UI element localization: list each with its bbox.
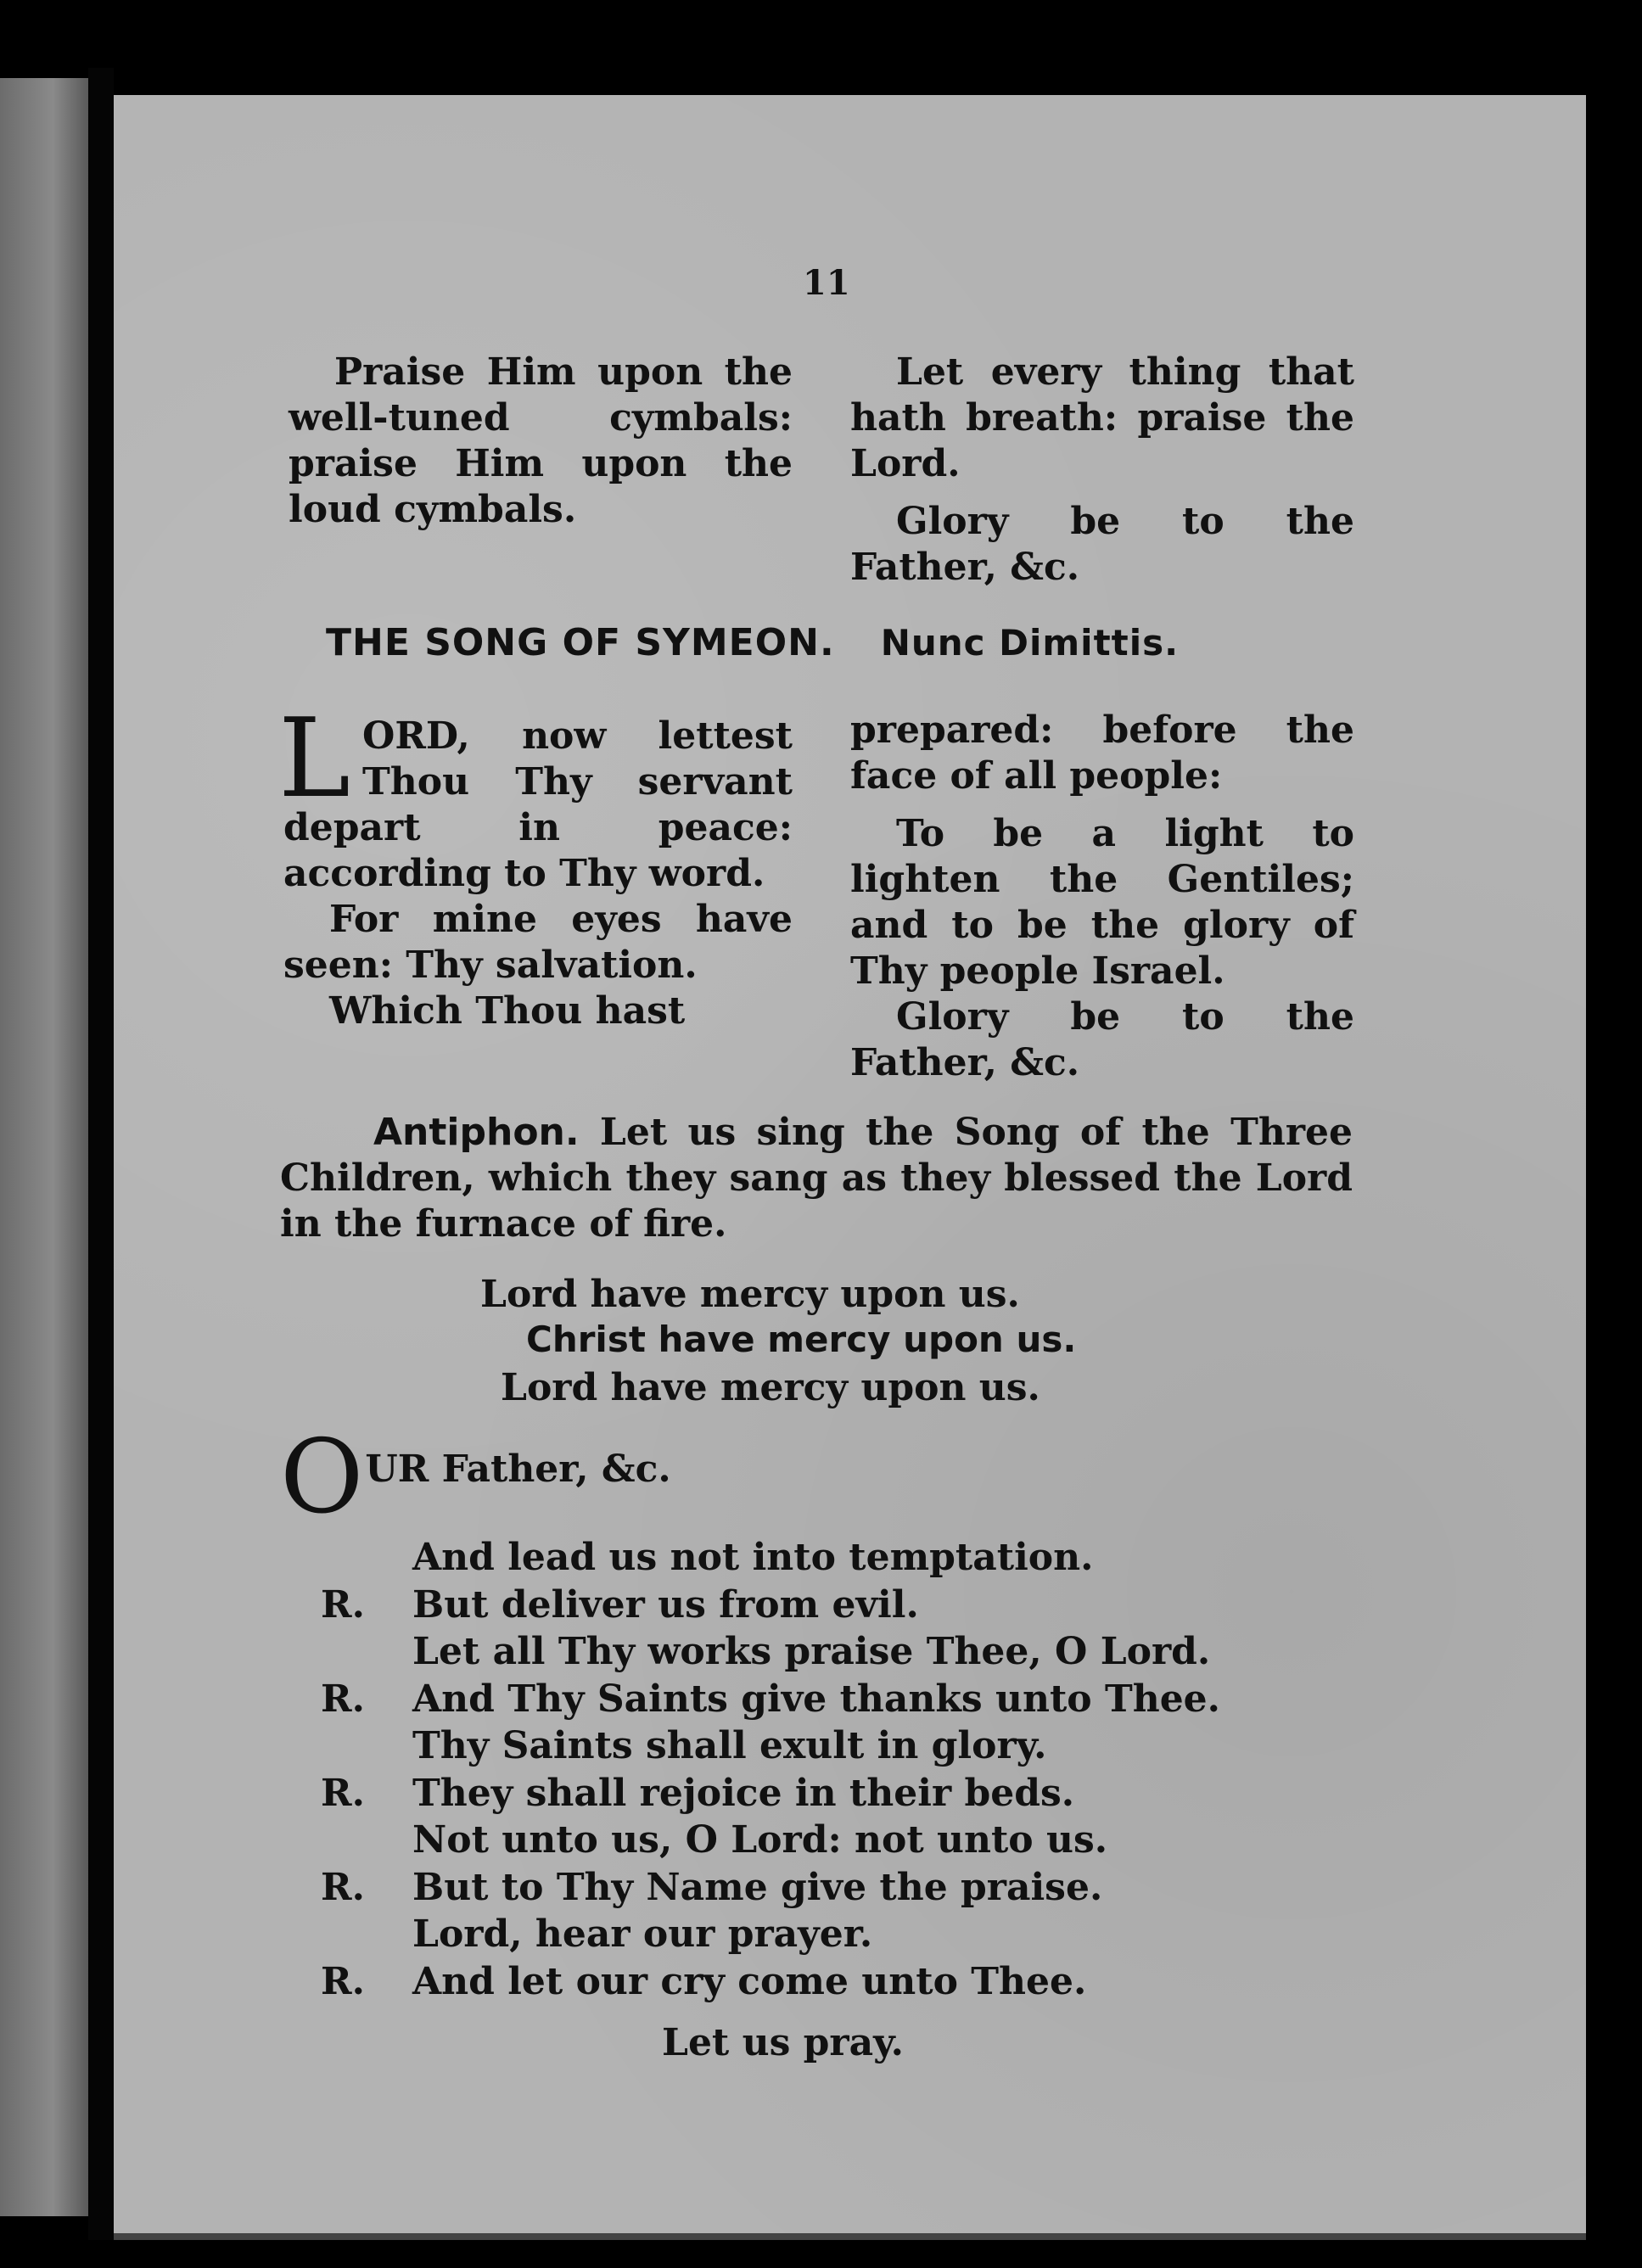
response-row [321, 1864, 1220, 1912]
drop-cap: O [280, 1419, 364, 1537]
facing-page-edge [0, 78, 88, 2216]
kyrie-line: Lord have mercy upon us. [501, 1366, 1040, 1409]
response-marker: R. [321, 1865, 365, 1909]
symeon-left-column [278, 696, 793, 1034]
versicle-row [321, 1722, 1220, 1770]
kyrie-line: Lord have mercy upon us. [480, 1273, 1020, 1316]
versicle-row [321, 1817, 1220, 1864]
antiphon [280, 1110, 1353, 1247]
psalm-left-column [289, 350, 793, 533]
christe-line: Christ have mercy upon us. [526, 1319, 1077, 1360]
response-row [321, 1676, 1220, 1723]
response-marker: R. [321, 1677, 365, 1721]
section-heading [326, 621, 1179, 664]
drop-cap: L [278, 696, 350, 822]
symeon-verse-continued: prepared: before the face of all people: [850, 708, 1354, 798]
versicle-text: And lead us not into temptation. [412, 1536, 1094, 1579]
versicles [321, 1534, 1220, 2005]
response-text: And let our cry come unto Thee. [412, 1959, 1087, 2003]
symeon-verse-1-text: ORD, now lettest Thou Thy servant depart in peace: according to Thy word. [283, 714, 793, 895]
psalm-right-column [850, 350, 1354, 591]
response-row [321, 1582, 1220, 1629]
our-father [280, 1419, 671, 1537]
book-gutter [88, 68, 114, 2240]
symeon-verse-3: Which Thou hast [329, 989, 686, 1033]
gloria-patri: Glory be to the Father, &c. [850, 995, 1354, 1084]
response-text: But to Thy Name give the praise. [412, 1865, 1103, 1909]
versicle-text: Lord, hear our prayer. [412, 1912, 873, 1956]
versicle-text: Thy Saints shall exult in glory. [412, 1724, 1047, 1767]
response-text: But deliver us from evil. [412, 1582, 919, 1627]
heading-title: THE SONG OF SYMEON. [326, 621, 835, 664]
versicle-row [321, 1628, 1220, 1676]
versicle-text: Not unto us, O Lord: not unto us. [412, 1818, 1108, 1862]
response-text: They shall rejoice in their beds. [412, 1771, 1075, 1815]
gloria-patri: Glory be to the Father, &c. [850, 500, 1354, 589]
our-father-text: UR Father, &c. [365, 1448, 671, 1491]
heading-latin-title: Nunc Dimittis. [880, 622, 1180, 664]
symeon-verse-1 [278, 696, 793, 897]
psalm-verse: Praise Him upon the well-tuned cymbals: praise Him upon the loud cymbals. [289, 350, 793, 531]
response-text: And Thy Saints give thanks unto Thee. [412, 1677, 1220, 1721]
page-bottom-edge [114, 2233, 1586, 2240]
symeon-verse-2: For mine eyes have seen: Thy salvation. [283, 898, 793, 987]
symeon-verse-4: To be a light to lighten the Gentiles; and to be the glory of Thy people Israel. [850, 812, 1354, 993]
antiphon-label: Antiphon. [373, 1111, 580, 1154]
response-row [321, 1958, 1220, 2006]
response-marker: R. [321, 1771, 365, 1815]
response-marker: R. [321, 1959, 365, 2003]
symeon-right-column [850, 708, 1354, 1086]
psalm-verse: Let every thing that hath breath: praise the Lord. [850, 350, 1354, 485]
versicle-row [321, 1911, 1220, 1958]
let-us-pray: Let us pray. [662, 2021, 904, 2064]
response-row [321, 1770, 1220, 1817]
page-number: 11 [803, 263, 850, 303]
versicle-row [321, 1534, 1220, 1582]
antiphon-text: Let us sing the Song of the Three Children, which they sang as they blessed the Lord in the furnace of fire. [280, 1111, 1353, 1246]
response-marker: R. [321, 1582, 365, 1627]
versicle-text: Let all Thy works praise Thee, O Lord. [412, 1630, 1211, 1673]
